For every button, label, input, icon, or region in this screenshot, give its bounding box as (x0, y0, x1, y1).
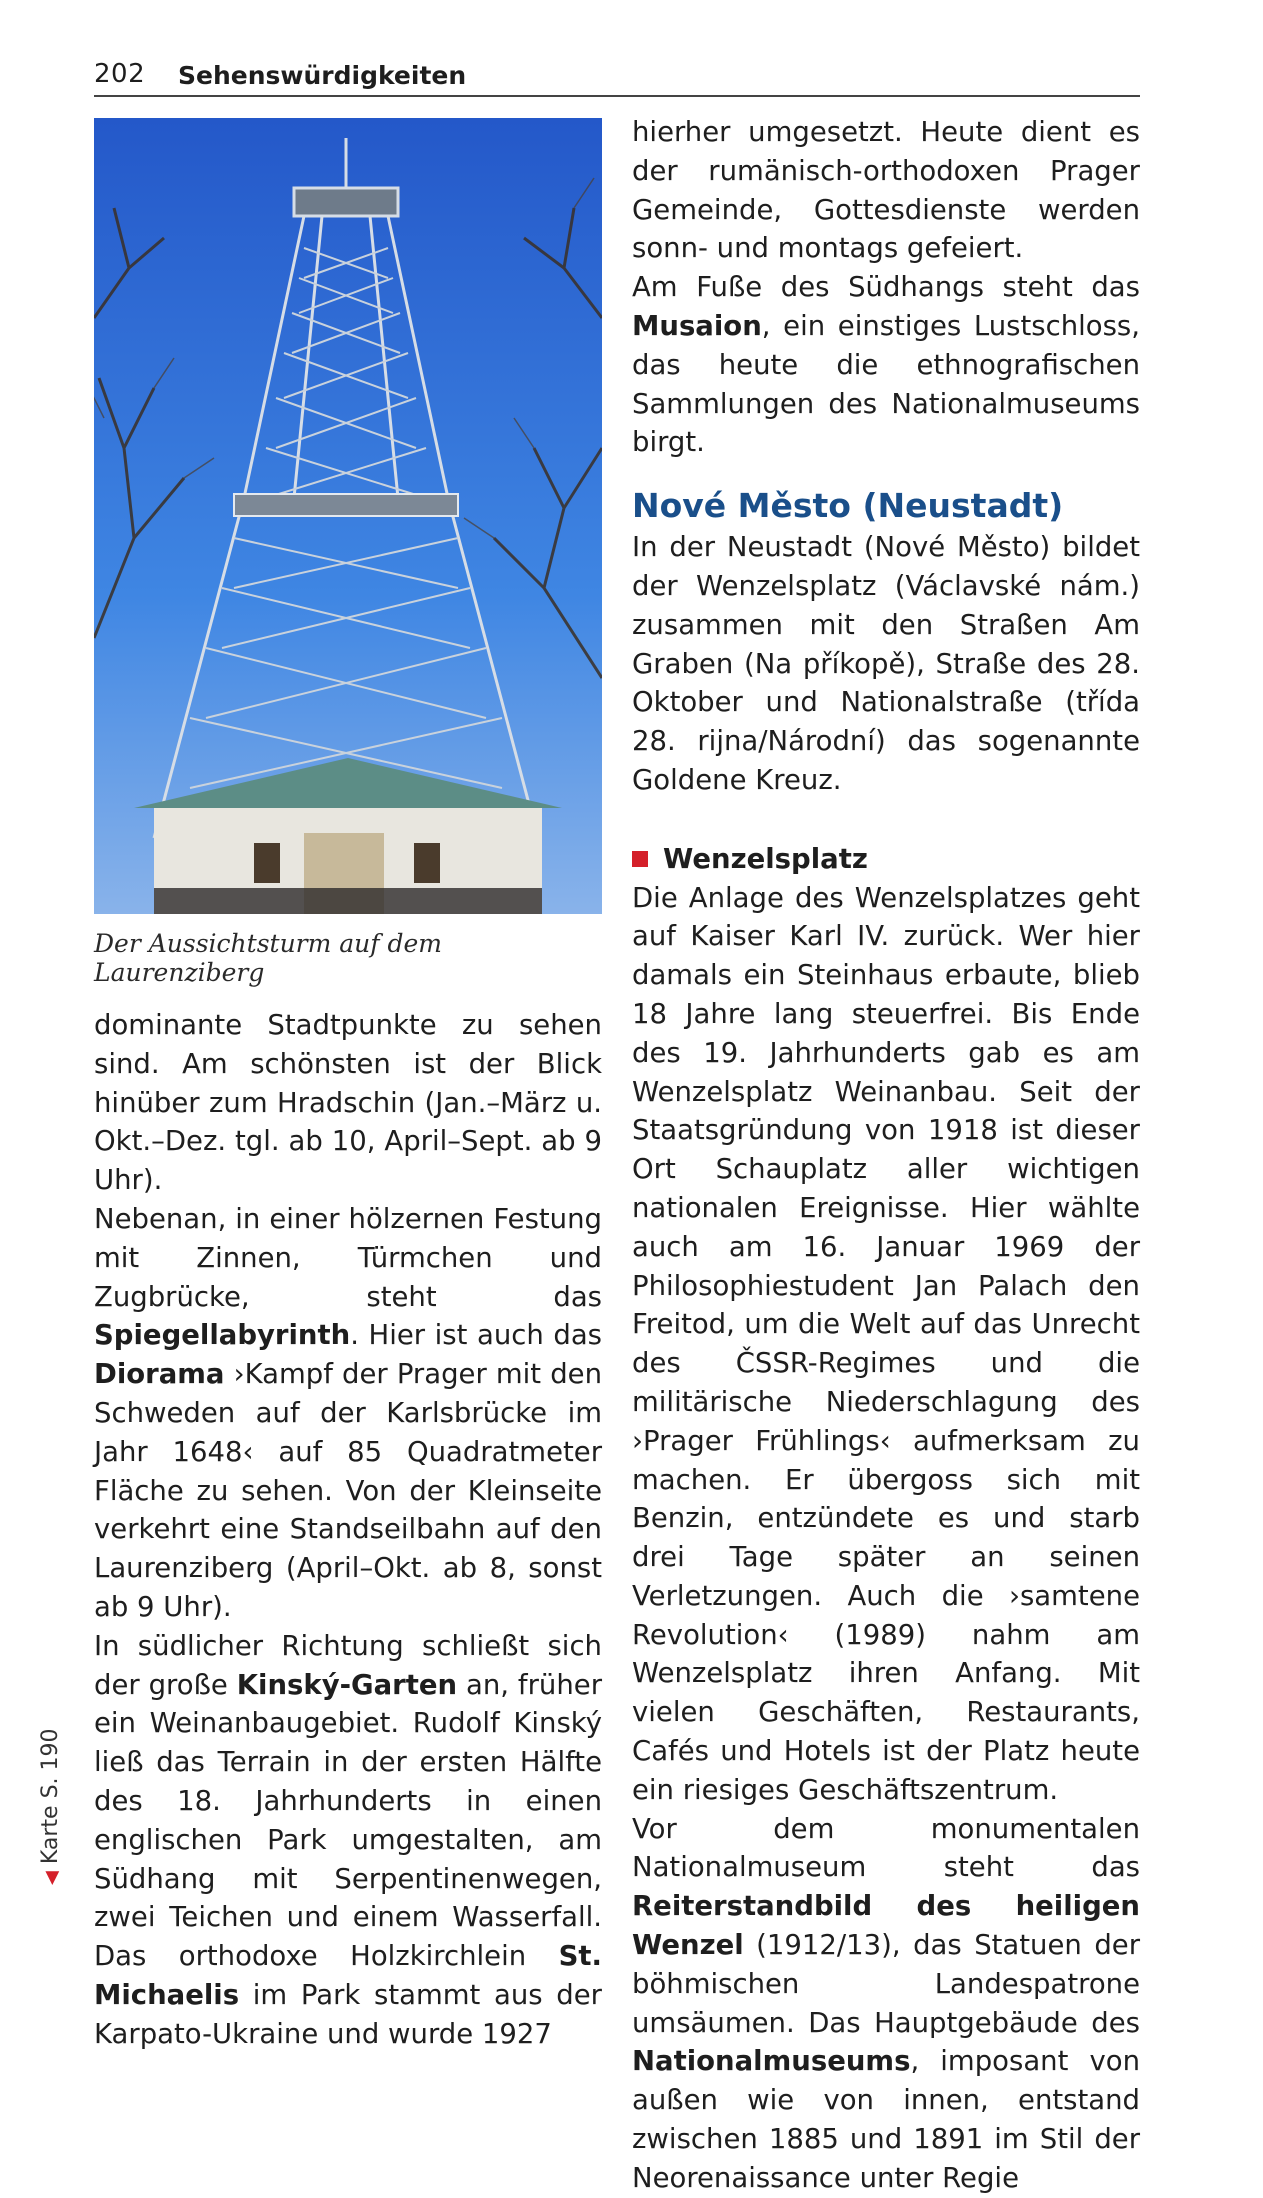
section-heading: Nové Město (Neustadt) (632, 486, 1064, 526)
paragraph: Vor dem monumentalen Nationalmuseum steht das Reiterstandbild des heiligen Wenzel (1912/13), das Statuen der böhmischen Landespatrone umsäumen. Das Hauptgebäude des Nationalmuseums, imposant von außen wie von innen, entstand zwischen 1885 und 1891 im Stil der Neorenaissance unter Regie (632, 1812, 1140, 2194)
left-column (94, 1006, 602, 2054)
paragraph: Die Anlage des Wenzelsplatzes geht auf Kaiser Karl IV. zurück. Wer hier damals ein Steinhaus erbaute, blieb 18 Jahre lang steuerfrei. Bis Ende des 19. Jahrhunderts gab es am Wenzelsplatz Weinanbau. Seit der Staatsgründung von 1918 ist dieser Ort Schauplatz aller wichtigen nationalen Ereignisse. Hier wählte auch am 16. Januar 1969 der Philosophiestudent Jan Palach den Freitod, um die Welt auf das Unrecht des ČSSR-Regimes und die militärische Niederschlagung des ›Prager Frühlings‹ aufmerksam zu machen. Er übergoss sich mit Benzin, entzündete es und starb drei Tage später an seinen Verletzungen. Auch die ›samtene Revolution‹ (1989) nahm am Wenzelsplatz ihren Anfang. Mit vielen Geschäften, Restaurants, Cafés und Hotels ist der Platz heute ein riesiges Geschäftszentrum. (632, 881, 1140, 1806)
paragraph: In der Neustadt (Nové Město) bildet der Wenzelsplatz (Václavské nám.) zusammen mit den Straßen Am Graben (Na příkopě), Straße des 28. Oktober und Nationalstraße (třída 28. rijna/Národní) das sogenannte Goldene Kreuz. (632, 531, 1140, 796)
paragraph: hierher umgesetzt. Heute dient es der rumänisch-orthodoxen Prager Gemeinde, Gottesdienste werden sonn- und montags gefeiert. (632, 116, 1140, 265)
right-column (632, 113, 1140, 2198)
tower-photo (94, 118, 602, 914)
triangle-marker-icon: ◀ (41, 1871, 62, 1885)
red-square-icon (632, 851, 648, 867)
page-number: 202 (94, 59, 146, 89)
paragraph: dominante Stadtpunkte zu sehen sind. Am schönsten ist der Blick hinüber zum Hradschin (Jan.–März u. Okt.–Dez. tgl. ab 10, April–Sept. ab 9 Uhr). (94, 1009, 602, 1197)
highlight-term: Spiegellabyrinth (94, 1319, 351, 1352)
figure-caption: Der Aussichtsturm auf dem Laurenziberg (94, 929, 442, 987)
subheading: Wenzelsplatz (632, 840, 1140, 879)
highlight-term: St. Michaelis (94, 1940, 602, 2011)
highlight-term: Nationalmuseums (632, 2045, 911, 2078)
highlight-term: Musaion (632, 309, 762, 342)
paragraph: Am Fuße des Südhangs steht das Musaion, ein einstiges Lustschloss, das heute die ethnografischen Sammlungen des Nationalmuseums birgt. (632, 271, 1140, 459)
highlight-term: Diorama (94, 1358, 225, 1391)
section-title: Sehenswürdigkeiten (178, 61, 467, 90)
page-header (94, 57, 1140, 97)
paragraph: Nebenan, in einer hölzernen Festung mit Zinnen, Türmchen und Zugbrücke, steht das Spiegellabyrinth. Hier ist auch das Diorama ›Kampf der Prager mit den Schweden auf der Karlsbrücke im Jahr 1648‹ auf 85 Quadratmeter Fläche zu sehen. Von der Kleinseite verkehrt eine Standseilbahn auf den Laurenziberg (April–Okt. ab 8, sonst ab 9 Uhr). (94, 1202, 602, 1623)
highlight-term: Reiterstandbild des heiligen Wenzel (632, 1890, 1140, 1962)
highlight-term: Kinský-Garten (236, 1668, 458, 1701)
map-reference: ◀ Karte S. 190 (38, 1728, 63, 1885)
paragraph: In südlicher Richtung schließt sich der große Kinský-Garten an, früher ein Weinanbaugebiet. Rudolf Kinský ließ das Terrain in der ersten Hälfte des 18. Jahrhunderts in einen englischen Park umgestalten, am Südhang mit Serpentinenwegen, zwei Teichen und einem Wasserfall. Das orthodoxe Holzkirchlein St. Michaelis im Park stammt aus der Karpato-Ukraine und wurde 1927 (94, 1629, 603, 2050)
